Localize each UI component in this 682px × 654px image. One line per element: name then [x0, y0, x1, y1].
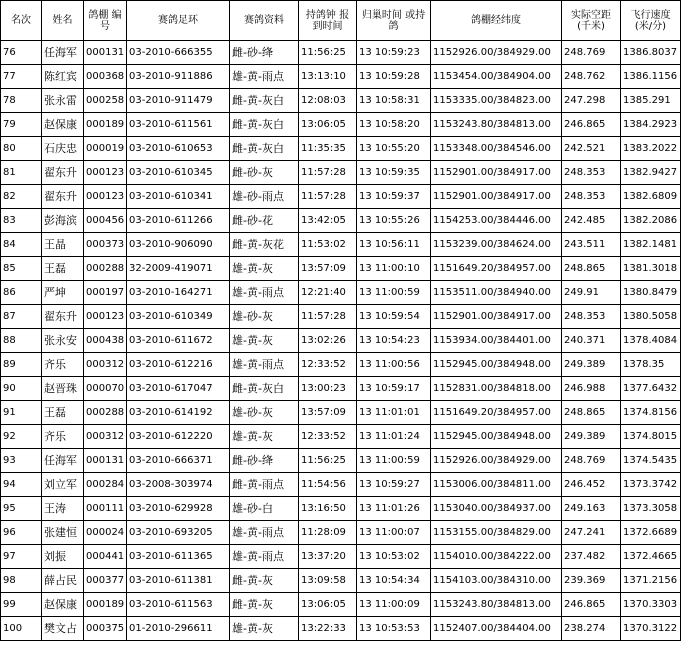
loft-code-cell: 000373	[84, 233, 127, 257]
name-cell: 刘立军	[42, 473, 84, 497]
report-time-cell: 11:54:56	[299, 473, 357, 497]
loft-code-cell: 000368	[84, 65, 127, 89]
home-time-cell: 13 11:01:24	[357, 425, 431, 449]
name-cell: 严坤	[42, 281, 84, 305]
table-row	[1, 209, 681, 233]
header-distance: 实际空距 (千米)	[562, 1, 621, 41]
speed-cell: 1380.8479	[621, 281, 681, 305]
loft-code-cell: 000111	[84, 497, 127, 521]
header-home-time: 归巢时间 或持鸽	[357, 1, 431, 41]
name-cell: 赵保康	[42, 593, 84, 617]
report-time-cell: 11:57:28	[299, 185, 357, 209]
table-row	[1, 113, 681, 137]
home-time-cell: 13 10:59:54	[357, 305, 431, 329]
rank-cell: 84	[1, 233, 42, 257]
loft-code-cell: 000131	[84, 449, 127, 473]
speed-cell: 1386.1156	[621, 65, 681, 89]
report-time-cell: 13:57:09	[299, 257, 357, 281]
info-cell: 雄-黄-灰	[230, 329, 299, 353]
table-row	[1, 497, 681, 521]
speed-cell: 1370.3303	[621, 593, 681, 617]
rank-cell: 83	[1, 209, 42, 233]
info-cell: 雌-黄-灰白	[230, 89, 299, 113]
rank-cell: 100	[1, 617, 42, 641]
name-cell: 任海军	[42, 449, 84, 473]
name-cell: 翟东升	[42, 161, 84, 185]
info-cell: 雄-黄-雨点	[230, 521, 299, 545]
speed-cell: 1385.291	[621, 89, 681, 113]
header-row	[1, 1, 681, 41]
rank-cell: 93	[1, 449, 42, 473]
coords-cell: 1152926.00/384929.00	[431, 449, 562, 473]
coords-cell: 1153934.00/384401.00	[431, 329, 562, 353]
rank-cell: 87	[1, 305, 42, 329]
loft-code-cell: 000258	[84, 89, 127, 113]
speed-cell: 1383.2022	[621, 137, 681, 161]
rank-cell: 85	[1, 257, 42, 281]
distance-cell: 249.91	[562, 281, 621, 305]
speed-cell: 1374.8156	[621, 401, 681, 425]
speed-cell: 1384.2923	[621, 113, 681, 137]
info-cell: 雄-黄-雨点	[230, 65, 299, 89]
table-row	[1, 521, 681, 545]
rank-cell: 78	[1, 89, 42, 113]
rank-cell: 98	[1, 569, 42, 593]
report-time-cell: 13:13:10	[299, 65, 357, 89]
distance-cell: 247.241	[562, 521, 621, 545]
ring-cell: 03-2010-611266	[127, 209, 230, 233]
loft-code-cell: 000123	[84, 305, 127, 329]
home-time-cell: 13 10:54:34	[357, 569, 431, 593]
report-time-cell: 13:09:58	[299, 569, 357, 593]
rank-cell: 86	[1, 281, 42, 305]
ring-cell: 03-2010-614192	[127, 401, 230, 425]
loft-code-cell: 000375	[84, 617, 127, 641]
loft-code-cell: 000377	[84, 569, 127, 593]
coords-cell: 1153348.00/384546.00	[431, 137, 562, 161]
home-time-cell: 13 10:59:28	[357, 65, 431, 89]
home-time-cell: 13 10:56:11	[357, 233, 431, 257]
name-cell: 齐乐	[42, 353, 84, 377]
rank-cell: 76	[1, 41, 42, 65]
rank-cell: 94	[1, 473, 42, 497]
distance-cell: 242.521	[562, 137, 621, 161]
info-cell: 雌-砂-花	[230, 209, 299, 233]
name-cell: 张永雷	[42, 89, 84, 113]
distance-cell: 248.769	[562, 449, 621, 473]
table-row	[1, 137, 681, 161]
table-row	[1, 569, 681, 593]
speed-cell: 1374.5435	[621, 449, 681, 473]
speed-cell: 1382.6809	[621, 185, 681, 209]
coords-cell: 1152407.00/384404.00	[431, 617, 562, 641]
info-cell: 雄-黄-雨点	[230, 545, 299, 569]
speed-cell: 1372.4665	[621, 545, 681, 569]
distance-cell: 246.865	[562, 113, 621, 137]
name-cell: 彭海滨	[42, 209, 84, 233]
info-cell: 雌-黄-灰花	[230, 233, 299, 257]
rank-cell: 90	[1, 377, 42, 401]
name-cell: 赵晋珠	[42, 377, 84, 401]
rank-cell: 96	[1, 521, 42, 545]
table-row	[1, 425, 681, 449]
ring-cell: 32-2009-419071	[127, 257, 230, 281]
name-cell: 张建恒	[42, 521, 84, 545]
report-time-cell: 11:53:02	[299, 233, 357, 257]
coords-cell: 1152831.00/384818.00	[431, 377, 562, 401]
loft-code-cell: 000189	[84, 593, 127, 617]
distance-cell: 246.865	[562, 593, 621, 617]
table-row	[1, 593, 681, 617]
ring-cell: 03-2010-610349	[127, 305, 230, 329]
info-cell: 雌-黄-灰	[230, 593, 299, 617]
speed-cell: 1382.2086	[621, 209, 681, 233]
distance-cell: 249.389	[562, 353, 621, 377]
name-cell: 张永安	[42, 329, 84, 353]
coords-cell: 1152901.00/384917.00	[431, 305, 562, 329]
report-time-cell: 12:33:52	[299, 353, 357, 377]
loft-code-cell: 000284	[84, 473, 127, 497]
ring-cell: 03-2010-906090	[127, 233, 230, 257]
distance-cell: 248.865	[562, 257, 621, 281]
home-time-cell: 13 10:54:23	[357, 329, 431, 353]
home-time-cell: 13 10:59:27	[357, 473, 431, 497]
speed-cell: 1373.3742	[621, 473, 681, 497]
ring-cell: 03-2010-612220	[127, 425, 230, 449]
speed-cell: 1381.3018	[621, 257, 681, 281]
name-cell: 樊文占	[42, 617, 84, 641]
loft-code-cell: 000070	[84, 377, 127, 401]
ring-cell: 03-2010-610345	[127, 161, 230, 185]
coords-cell: 1154253.00/384446.00	[431, 209, 562, 233]
header-info: 赛鸽资料	[230, 1, 299, 41]
distance-cell: 248.353	[562, 161, 621, 185]
table-row	[1, 617, 681, 641]
ring-cell: 03-2010-611381	[127, 569, 230, 593]
table-row	[1, 473, 681, 497]
ring-cell: 03-2010-693205	[127, 521, 230, 545]
report-time-cell: 12:21:40	[299, 281, 357, 305]
ring-cell: 03-2010-610653	[127, 137, 230, 161]
loft-code-cell: 000312	[84, 353, 127, 377]
header-coords: 鸽棚经纬度	[431, 1, 562, 41]
report-time-cell: 11:28:09	[299, 521, 357, 545]
ring-cell: 03-2010-610341	[127, 185, 230, 209]
header-rank: 名次	[1, 1, 42, 41]
loft-code-cell: 000123	[84, 185, 127, 209]
distance-cell: 247.298	[562, 89, 621, 113]
rank-cell: 81	[1, 161, 42, 185]
loft-code-cell: 000197	[84, 281, 127, 305]
info-cell: 雌-砂-灰	[230, 161, 299, 185]
info-cell: 雄-黄-灰	[230, 617, 299, 641]
report-time-cell: 11:57:28	[299, 161, 357, 185]
table-row	[1, 401, 681, 425]
rank-cell: 82	[1, 185, 42, 209]
speed-cell: 1370.3122	[621, 617, 681, 641]
coords-cell: 1153040.00/384937.00	[431, 497, 562, 521]
coords-cell: 1153511.00/384940.00	[431, 281, 562, 305]
ring-cell: 01-2010-296611	[127, 617, 230, 641]
loft-code-cell: 000441	[84, 545, 127, 569]
speed-cell: 1371.2156	[621, 569, 681, 593]
home-time-cell: 13 11:00:09	[357, 593, 431, 617]
info-cell: 雄-砂-雨点	[230, 185, 299, 209]
table-row	[1, 233, 681, 257]
report-time-cell: 13:06:05	[299, 113, 357, 137]
distance-cell: 246.988	[562, 377, 621, 401]
name-cell: 陈红宾	[42, 65, 84, 89]
results-body	[1, 41, 681, 641]
loft-code-cell: 000131	[84, 41, 127, 65]
coords-cell: 1151649.20/384957.00	[431, 401, 562, 425]
report-time-cell: 11:57:28	[299, 305, 357, 329]
coords-cell: 1154103.00/384310.00	[431, 569, 562, 593]
home-time-cell: 13 10:59:37	[357, 185, 431, 209]
ring-cell: 03-2010-164271	[127, 281, 230, 305]
rank-cell: 77	[1, 65, 42, 89]
speed-cell: 1372.6689	[621, 521, 681, 545]
table-row	[1, 89, 681, 113]
report-time-cell: 13:22:33	[299, 617, 357, 641]
info-cell: 雄-黄-灰	[230, 425, 299, 449]
coords-cell: 1151649.20/384957.00	[431, 257, 562, 281]
report-time-cell: 13:37:20	[299, 545, 357, 569]
report-time-cell: 11:56:25	[299, 449, 357, 473]
header-name: 姓名	[42, 1, 84, 41]
coords-cell: 1153155.00/384829.00	[431, 521, 562, 545]
header-ring: 赛鸽足环	[127, 1, 230, 41]
ring-cell: 03-2010-666371	[127, 449, 230, 473]
loft-code-cell: 000123	[84, 161, 127, 185]
loft-code-cell: 000438	[84, 329, 127, 353]
name-cell: 翟东升	[42, 305, 84, 329]
loft-code-cell: 000456	[84, 209, 127, 233]
rank-cell: 95	[1, 497, 42, 521]
info-cell: 雌-黄-雨点	[230, 473, 299, 497]
rank-cell: 80	[1, 137, 42, 161]
home-time-cell: 13 11:00:56	[357, 353, 431, 377]
info-cell: 雌-砂-绛	[230, 41, 299, 65]
home-time-cell: 13 11:00:59	[357, 449, 431, 473]
home-time-cell: 13 11:01:26	[357, 497, 431, 521]
name-cell: 薛占民	[42, 569, 84, 593]
distance-cell: 248.762	[562, 65, 621, 89]
ring-cell: 03-2010-611561	[127, 113, 230, 137]
coords-cell: 1153243.80/384813.00	[431, 113, 562, 137]
loft-code-cell: 000024	[84, 521, 127, 545]
speed-cell: 1377.6432	[621, 377, 681, 401]
info-cell: 雌-砂-绛	[230, 449, 299, 473]
rank-cell: 99	[1, 593, 42, 617]
name-cell: 王涛	[42, 497, 84, 521]
ring-cell: 03-2008-303974	[127, 473, 230, 497]
table-row	[1, 329, 681, 353]
distance-cell: 248.353	[562, 305, 621, 329]
ring-cell: 03-2010-617047	[127, 377, 230, 401]
rank-cell: 89	[1, 353, 42, 377]
ring-cell: 03-2010-612216	[127, 353, 230, 377]
table-row	[1, 257, 681, 281]
coords-cell: 1153239.00/384624.00	[431, 233, 562, 257]
rank-cell: 88	[1, 329, 42, 353]
distance-cell: 239.369	[562, 569, 621, 593]
rank-cell: 91	[1, 401, 42, 425]
speed-cell: 1378.35	[621, 353, 681, 377]
home-time-cell: 13 11:00:10	[357, 257, 431, 281]
distance-cell: 238.274	[562, 617, 621, 641]
report-time-cell: 13:02:26	[299, 329, 357, 353]
report-time-cell: 13:06:05	[299, 593, 357, 617]
table-row	[1, 305, 681, 329]
info-cell: 雌-黄-灰白	[230, 137, 299, 161]
name-cell: 石庆忠	[42, 137, 84, 161]
ring-cell: 03-2010-911479	[127, 89, 230, 113]
name-cell: 赵保康	[42, 113, 84, 137]
ring-cell: 03-2010-611563	[127, 593, 230, 617]
header-report-time: 持鸽钟 报到时间	[299, 1, 357, 41]
coords-cell: 1152926.00/384929.00	[431, 41, 562, 65]
coords-cell: 1154010.00/384222.00	[431, 545, 562, 569]
distance-cell: 249.163	[562, 497, 621, 521]
table-row	[1, 41, 681, 65]
info-cell: 雄-砂-灰	[230, 401, 299, 425]
table-row	[1, 185, 681, 209]
home-time-cell: 13 10:55:20	[357, 137, 431, 161]
rank-cell: 97	[1, 545, 42, 569]
speed-cell: 1386.8037	[621, 41, 681, 65]
report-time-cell: 13:00:23	[299, 377, 357, 401]
ring-cell: 03-2010-666355	[127, 41, 230, 65]
loft-code-cell: 000288	[84, 401, 127, 425]
home-time-cell: 13 11:00:59	[357, 281, 431, 305]
table-row	[1, 281, 681, 305]
speed-cell: 1373.3058	[621, 497, 681, 521]
ring-cell: 03-2010-629928	[127, 497, 230, 521]
info-cell: 雄-黄-雨点	[230, 281, 299, 305]
name-cell: 刘振	[42, 545, 84, 569]
distance-cell: 240.371	[562, 329, 621, 353]
report-time-cell: 13:16:50	[299, 497, 357, 521]
table-row	[1, 449, 681, 473]
coords-cell: 1152945.00/384948.00	[431, 353, 562, 377]
home-time-cell: 13 10:58:31	[357, 89, 431, 113]
distance-cell: 248.865	[562, 401, 621, 425]
info-cell: 雄-黄-雨点	[230, 353, 299, 377]
report-time-cell: 13:42:05	[299, 209, 357, 233]
home-time-cell: 13 10:53:02	[357, 545, 431, 569]
coords-cell: 1153006.00/384811.00	[431, 473, 562, 497]
ring-cell: 03-2010-911886	[127, 65, 230, 89]
home-time-cell: 13 10:53:53	[357, 617, 431, 641]
rank-cell: 92	[1, 425, 42, 449]
loft-code-cell: 000189	[84, 113, 127, 137]
loft-code-cell: 000288	[84, 257, 127, 281]
home-time-cell: 13 11:00:07	[357, 521, 431, 545]
info-cell: 雌-黄-灰	[230, 569, 299, 593]
home-time-cell: 13 11:01:01	[357, 401, 431, 425]
rank-cell: 79	[1, 113, 42, 137]
coords-cell: 1153335.00/384823.00	[431, 89, 562, 113]
info-cell: 雄-砂-白	[230, 497, 299, 521]
table-row	[1, 377, 681, 401]
info-cell: 雌-黄-灰白	[230, 377, 299, 401]
info-cell: 雌-黄-灰白	[230, 113, 299, 137]
table-row	[1, 545, 681, 569]
distance-cell: 248.353	[562, 185, 621, 209]
speed-cell: 1378.4084	[621, 329, 681, 353]
report-time-cell: 11:35:35	[299, 137, 357, 161]
report-time-cell: 12:08:03	[299, 89, 357, 113]
report-time-cell: 11:56:25	[299, 41, 357, 65]
report-time-cell: 12:33:52	[299, 425, 357, 449]
info-cell: 雄-黄-灰	[230, 257, 299, 281]
table-row	[1, 161, 681, 185]
distance-cell: 246.452	[562, 473, 621, 497]
home-time-cell: 13 10:59:23	[357, 41, 431, 65]
home-time-cell: 13 10:55:26	[357, 209, 431, 233]
name-cell: 翟东升	[42, 185, 84, 209]
distance-cell: 249.389	[562, 425, 621, 449]
ring-cell: 03-2010-611672	[127, 329, 230, 353]
header-loft-code: 鸽棚 编号	[84, 1, 127, 41]
home-time-cell: 13 10:59:35	[357, 161, 431, 185]
coords-cell: 1152901.00/384917.00	[431, 185, 562, 209]
speed-cell: 1380.5058	[621, 305, 681, 329]
loft-code-cell: 000019	[84, 137, 127, 161]
speed-cell: 1382.9427	[621, 161, 681, 185]
name-cell: 王磊	[42, 257, 84, 281]
info-cell: 雄-砂-灰	[230, 305, 299, 329]
home-time-cell: 13 10:59:17	[357, 377, 431, 401]
distance-cell: 248.769	[562, 41, 621, 65]
coords-cell: 1153243.80/384813.00	[431, 593, 562, 617]
table-row	[1, 65, 681, 89]
header-speed: 飞行速度 (米/分)	[621, 1, 681, 41]
loft-code-cell: 000312	[84, 425, 127, 449]
speed-cell: 1382.1481	[621, 233, 681, 257]
ring-cell: 03-2010-611365	[127, 545, 230, 569]
speed-cell: 1374.8015	[621, 425, 681, 449]
distance-cell: 242.485	[562, 209, 621, 233]
name-cell: 王晶	[42, 233, 84, 257]
report-time-cell: 13:57:09	[299, 401, 357, 425]
coords-cell: 1153454.00/384904.00	[431, 65, 562, 89]
coords-cell: 1152945.00/384948.00	[431, 425, 562, 449]
name-cell: 齐乐	[42, 425, 84, 449]
name-cell: 王磊	[42, 401, 84, 425]
distance-cell: 237.482	[562, 545, 621, 569]
name-cell: 任海军	[42, 41, 84, 65]
coords-cell: 1152901.00/384917.00	[431, 161, 562, 185]
home-time-cell: 13 10:58:20	[357, 113, 431, 137]
distance-cell: 243.511	[562, 233, 621, 257]
table-row	[1, 353, 681, 377]
